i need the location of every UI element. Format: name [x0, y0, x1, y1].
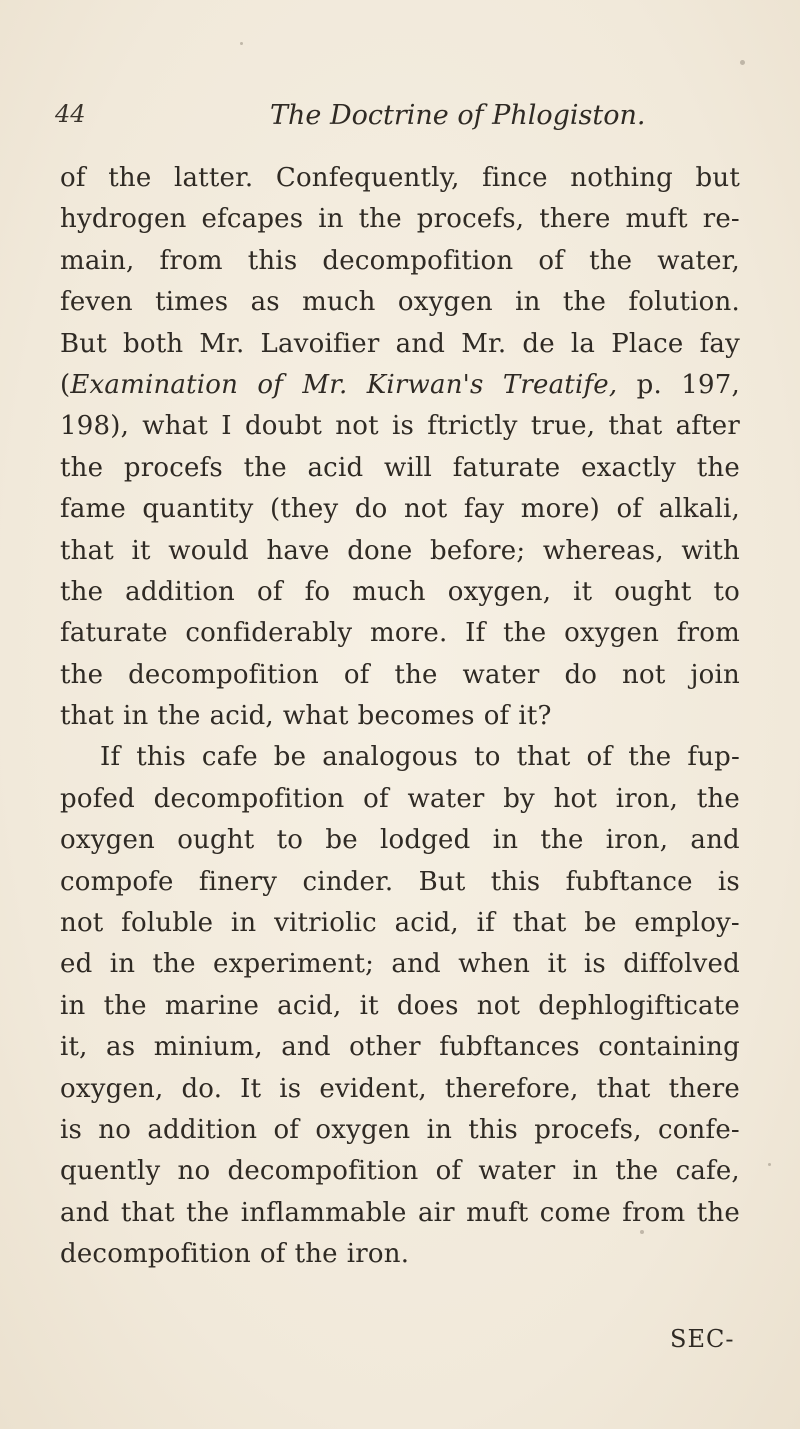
text-line: and that the inflammable air muft come from the: [60, 1197, 740, 1228]
text-line: compofe finery cinder. But this fubftance is: [60, 866, 740, 897]
text-line: fame quantity (they do not fay more) of alkali,: [60, 494, 740, 525]
paper-speck: [768, 1163, 771, 1166]
text-line: ed in the experiment; and when it is diffolved: [60, 949, 740, 980]
text-line: If this cafe be analogous to that of the fup-: [100, 742, 740, 773]
text-line: 198), what I doubt not is ftrictly true, that after: [60, 411, 740, 442]
text-line: decompofition of the iron.: [60, 1239, 410, 1270]
text-line: the decompofition of the water do not join: [60, 659, 740, 690]
text-line: that it would have done before; whereas, with: [60, 535, 740, 566]
text-line: (Examination of Mr. Kirwan's Treatife, p. 197,: [60, 369, 740, 400]
page-number: 44: [55, 100, 86, 128]
page-header: [55, 100, 695, 140]
text-line: that in the acid, what becomes of it?: [60, 701, 552, 732]
text-line: But both Mr. Lavoifier and Mr. de la Place fay: [60, 328, 740, 359]
text-line: feven times as much oxygen in the folution.: [60, 287, 740, 318]
text-line: oxygen, do. It is evident, therefore, that there: [60, 1073, 740, 1104]
text-line: pofed decompofition of water by hot iron, the: [60, 783, 740, 814]
running-title: The Doctrine of Phlogiston.: [270, 100, 646, 131]
text-line: not foluble in vitriolic acid, if that be employ-: [60, 908, 740, 939]
text-line: the procefs the acid will faturate exactly the: [60, 452, 740, 483]
paper-speck: [740, 60, 745, 65]
text-line: main, from this decompofition of the water,: [60, 245, 740, 276]
text-line: oxygen ought to be lodged in the iron, and: [60, 825, 740, 856]
text-line: is no addition of oxygen in this procefs, confe-: [60, 1114, 740, 1145]
text-line: hydrogen efcapes in the procefs, there muft re-: [60, 204, 740, 235]
catchword: SEC-: [670, 1325, 735, 1353]
text-line: in the marine acid, it does not dephlogifticate: [60, 990, 740, 1021]
paper-speck: [640, 1230, 644, 1234]
body-text: [60, 158, 740, 1276]
text-line: it, as minium, and other fubftances containing: [60, 1032, 740, 1063]
text-line: quently no decompofition of water in the cafe,: [60, 1156, 740, 1187]
text-line: of the latter. Confequently, fince nothing but: [60, 163, 740, 193]
text-line: the addition of fo much oxygen, it ought to: [60, 576, 740, 607]
paper-speck: [240, 42, 243, 45]
text-line: faturate confiderably more. If the oxygen from: [60, 618, 740, 649]
